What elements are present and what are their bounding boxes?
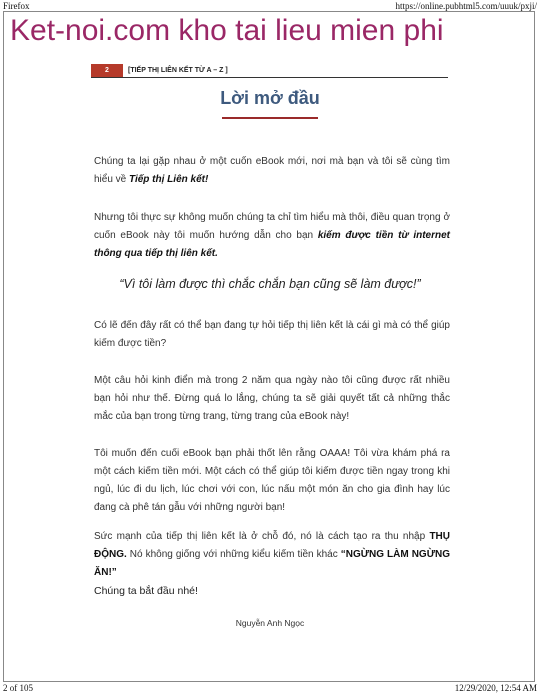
- paragraph-passive-bold-a: THỤ ĐỘNG.: [94, 531, 450, 560]
- title-underline: [222, 117, 318, 119]
- paragraph-intro-text: Chúng ta lại gặp nhau ở một cuốn eBook mới, nơi mà bạn và tôi sẽ cùng tìm hiểu về: [94, 156, 450, 185]
- paragraph-question: Có lẽ đến đây rất có thể bạn đang tự hỏi tiếp thị liên kết là cái gì mà có thể giúp kiếm được tiền?: [94, 320, 450, 349]
- paragraph-passive-text-b: Nó không giống với những kiểu kiếm tiền khác: [126, 549, 341, 560]
- paragraph-goal-text: Nhưng tôi thực sự không muốn chúng ta chỉ tìm hiểu mà thôi, điều quan trọng ở cuốn eBook này tôi muốn hướng dẫn cho bạn: [94, 212, 450, 241]
- browser-app-name: Firefox: [3, 1, 30, 11]
- paragraph-discovery: Tôi muốn đến cuối eBook bạn phải thốt lên rằng OAAA! Tôi vừa khám phá ra một cách kiếm tiền mới. Một cách có thể giúp tôi kiếm được tiền ngay trong khi ngủ, lúc đi du lịch, lúc chơi với con, lúc nấu một món ăn cho gia đình hay lúc đang cà phê tán gẫu với những người bạn!: [94, 448, 450, 513]
- page-url: https://online.pubhtml5.com/uuuk/pxji/: [395, 1, 537, 11]
- print-timestamp: 12/29/2020, 12:54 AM: [454, 683, 537, 693]
- page-title: Lời mở đầu: [220, 88, 320, 108]
- paragraph-classic-question: Một câu hỏi kinh điển mà trong 2 năm qua ngày nào tôi cũng được rất nhiều bạn hỏi như thế. Đừng quá lo lắng, chúng ta sẽ giải quyết tất cả những thắc mắc của bạn trong từng trang, từng trang của eBook này!: [94, 375, 450, 422]
- paragraph-passive-bold-b: “NGỪNG LÀM NGỪNG ĂN!”: [94, 549, 450, 578]
- paragraph-passive-text-a: Sức mạnh của tiếp thị liên kết là ở chỗ đó, nó là cách tạo ra thu nhập: [94, 531, 430, 542]
- paragraph-intro: [94, 153, 450, 189]
- paragraph-intro-bold: Tiếp thị Liên kết!: [129, 174, 209, 185]
- page-number-badge: 2: [91, 64, 123, 77]
- page-header: [91, 64, 448, 78]
- author-signature: Nguyễn Anh Ngọc: [235, 618, 305, 628]
- paragraph-goal-bold: kiếm được tiền từ internet thông qua tiếp thị liên kết.: [94, 230, 450, 259]
- watermark-text: Ket-noi.com kho tai lieu mien phi: [10, 14, 444, 47]
- page-indicator: 2 of 105: [3, 683, 33, 693]
- paragraph-start: Chúng ta bắt đầu nhé!: [94, 585, 198, 597]
- paragraph-goal: [94, 209, 450, 263]
- section-title: [TIẾP THỊ LIÊN KẾT TỪ A – Z ]: [128, 67, 228, 74]
- quote: “Vì tôi làm được thì chắc chắn bạn cũng sẽ làm được!”: [119, 277, 421, 291]
- paragraph-passive-income: [94, 528, 450, 582]
